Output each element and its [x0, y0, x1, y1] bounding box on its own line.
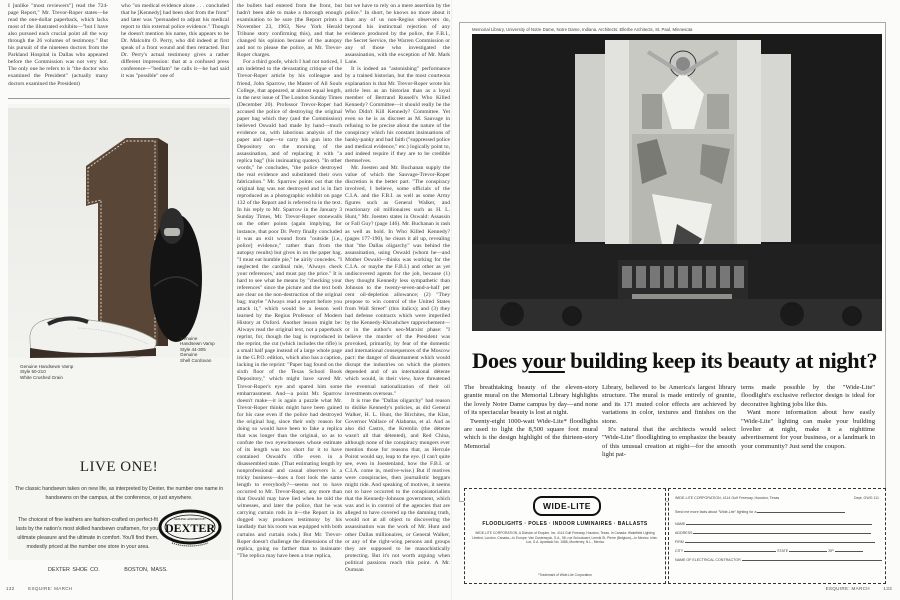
library-mural-image-icon [472, 34, 882, 331]
publication-name: ESQUIRE: MARCH [825, 586, 870, 591]
city-field[interactable] [684, 548, 776, 552]
article-paragraph: Mr. Joesten and Mr. Buchanan supply the value of which the Sauvage-Trevor-Roper discretion is the better part. "The conspiracy involved, I believe, some officials of the C.I.A. and the F.B.I. as well as some Army figures such as General Walker, and reactionary oil millionaires such as H. L. Hunt," Mr. Joesten states in Oswald: Assassin or Fall Guy? (page 146). Mr. Buchanan is rash as well as bold. In Who Killed Kennedy? (pages 177-190), he clears it all up, revealing that "the Dallas oligarchy" was behind the assassination, using Oswald (whom he—and Mother Oswald—thinks was working for the C.I.A. or maybe the F.B.I.) and other as yet undiscovered agents for the job, because (1) they thought Kennedy less sympathetic than Johnson to the twenty-seven-and-a-half per cent oil-depletion allowance; (2) "They propose to win control of the United States from Wall Street" (this italics); and (3) they had defense contracts which were imperiled by the Kennedy-Khrushchev rapprochement—or in the author's neo-Marxist phase: "I believe the murder of the President was provoked, primarily, by fear of the domestic and international consequences of the Moscow pact: the danger of disarmament which would disrupt the industries on which the plotters depended and of an international détente which would, in their view, have threatened the eventual nationalization of their oil investments overseas." [345, 165, 450, 397]
lighting-type-field[interactable] [757, 509, 845, 513]
contractor-field[interactable] [742, 557, 882, 561]
product-tagline: FLOODLIGHTS · POLES · INDOOR LUMINAIRES · BALLASTS [482, 521, 648, 527]
firm-label: FIRM [675, 540, 684, 544]
ad-paragraph: terns made possible by the "Wide-Lite" floodlight's exclusive reflector design is ideal for decorative lighting jobs like this. [741, 384, 875, 408]
caption-line: Style 50-210 [20, 369, 46, 375]
headline-text: building keep its beauty at night? [564, 348, 878, 373]
black-shoe-caption [180, 336, 215, 363]
article-column-4 [345, 3, 450, 593]
coupon-firm-row[interactable] [675, 539, 879, 544]
ad-headline [472, 348, 882, 374]
wide-lite-info-box [464, 488, 666, 584]
company-name: DEXTER SHOE CO. [48, 567, 100, 573]
zip-label: ZIP [828, 549, 834, 553]
coupon-contractor-row[interactable] [675, 557, 879, 562]
company-city: BOSTON, MASS. [124, 567, 168, 573]
page-number: 133 [883, 586, 892, 591]
right-page [452, 0, 900, 600]
article-paragraph: who "on medical evidence alone . . . concluded that he [Kennedy] had been shot from the front" and later was "persuaded to adjust his medical report to this external police evidence." Though he doesn't mention his name, this appears to be Dr. Malcolm O. Perry, who did indeed at first speak of a front wound and then retracted. But Dr. Perry's actual testimony gives a rather different impression: that at a confused press conference—"bedlam" he calls it—he had said it was "possible" one of [121, 3, 229, 80]
name-label: NAME [675, 522, 686, 526]
shoe-photo [8, 108, 230, 358]
coupon-address-row[interactable] [675, 530, 879, 535]
ad-paragraph: Twenty-eight 1000-watt Wide-Lite* floodlights are used to light the 8,500 square foot mural which is the design highlight of the thirteen-story Memorial [464, 417, 598, 450]
article-paragraph: It is indeed an "astonishing" performance by a trained historian, but the most courteous explanation is that Mr. Trevor-Roper wrote his article less as an historian than as a loyal member of Bertrand Russell's Who Killed Kennedy? Committee—it should really be the Who Didn't Kill Kennedy? Committee. Yet even so he is as discreet as M. Sauvage in refusing to be precise about the nature of the conspiracy which his constant insinuations of hanky-panky and bad faith ("suppressed police and medical evidence," etc.) logically point to, and indeed require if they are to be credible themselves. [345, 66, 450, 165]
caption-line: White Crushed Grain [20, 374, 63, 380]
ad-paragraph: The breathtaking beauty of the eleven-story granite mural on the Memorial Library highlights the lovely Notre Dame campus by day—and none of its spectacular beauty is lost at night. [464, 384, 598, 417]
ad-headline: LIVE ONE! [79, 459, 159, 475]
caption-line: Style 44-305 [180, 346, 206, 352]
ad-paragraph: It's natural that the architects would select "Wide-Lite" floodlighting to emphasize the beauty of this unusual creation at night—for the smooth light pat- [602, 426, 736, 459]
address-field[interactable] [693, 530, 871, 534]
coupon-request-row[interactable] [675, 509, 879, 514]
dexter-shoe-ad [8, 104, 230, 573]
coupon-dept: Dept. GWG 111 [853, 496, 879, 500]
name-field[interactable] [686, 521, 872, 525]
caption-line: Shell Cordovan [180, 357, 212, 363]
page-folio [6, 586, 72, 591]
trademark-note: *Trademark of Wide-Lite Corporation [538, 573, 592, 577]
article-paragraph: For a third goofe, which I had not noticed, I am indebted to the devastating critique of the Trevor-Roper article by his colleague and friend, John Sparrow, the Master of All Souls College, that appeared, at almost equal length, in the next issue of The London Sunday Times (December 20). Professor Trevor-Roper had accused the police of destroying the original paper bag which they (and the Commission) believed Oswald had made by hand—much evidence on, with laborious analysis of the paper and tape—to carry his gun into the Depository on the morning of the assassination, and of replacing it with "a replica bag" (his insinuating quotes). "In other words," he concludes, "the police destroyed the real evidence and substituted their own fabrication." Mr. Sparrow points out that the original bag was not destroyed and is in fact reproduced as a photographic exhibit on page 132 of the Report and is referred to in the text. In his reply to Mr. Sparrow in the January 3 Sunday Times, Mr. Trevor-Roper stonewalls on the other points (again implying, for instance, that poor Dr. Perry finally concluded it was an exit wound from "outside [i.e., police] evidence," rather than from the autopsy results) but gives in on the paper bag. "I must eat humble pie," he airily concedes. "I neglected the cardinal rule, 'Always check your references,' and must pay the price." It is hard to see what he means by "checking your references" since the picture and the text both are clear on the non-destruction of the original bag; maybe "Always read a report before you attack it," which would be a lesson well learned by the Regius Professor of Modern History at Oxford. Another lesson might be: Always read the original text, not a paperback reprint, for, though the bag is reproduced in the reprint, the cut (which includes the rifle) is a small half page instead of a large whole page in the G.P.O. edition, which also has a caption, lacking in the reprint: "Paper bag found on the sixth floor of the Texas School Book Depository," which might have saved Mr. Trevor-Roper's eye and spared him some embarrassment. And—a point Mr. Sparrow doesn't make—it is again a puzzle what Mr. Trevor-Roper thinks might have been gained for his case even if the police had destroyed the original bag, since their only reason for doing so would have been to fake a replica that was longer than the original, so as to confute the two eyewitnesses whose estimate of its length was too short for it to have contained Oswald's rifle even in a disassembled state. (That estimating length by nonprofessional and casual observers is a tricky business—does a foot look the same length to everybody?—seems not to have occurred to Mr. Trevor-Roper, any more than that Oswald may have lied when he told the witnesses, and later the police, that he was carrying curtain rods in it—the Report in its dogged way produces testimony by his landlady that his room was equipped with both curtains and curtain rods.) But Mr. Trevor-Roper doesn't challenge the dimensions of the replica, going no farther than to insinuate: "The replica may have been a true replica, [237, 59, 342, 559]
ad-footer [48, 567, 228, 573]
article-paragraph: but we have to rely on a mere assertion by the police." In short, he knows no more about it than any of us non-Regius observers do, beyond his instinctual rejection of any evidence produced by the police, the F.B.I., the Secret Service, the Warren Commission or any of those who investigated the assassination, with the exception of Mr. Mark Lane. [345, 3, 450, 66]
contractor-label: NAME OF ELECTRICAL CONTRACTOR [675, 558, 741, 562]
article-column-1 [8, 3, 108, 91]
state-field[interactable] [789, 548, 827, 552]
page-folio [826, 586, 892, 591]
caption-line: Genuine Handsewn Vamp [20, 364, 74, 369]
ad-paragraph: Library, believed to be America's largest library structure. The mural is made entirely of granite, and its 171 muted color effects are achieved by variations in color, textures and finishes on the stone. [602, 384, 736, 425]
coupon-header [675, 496, 879, 500]
headline-text: Does [472, 348, 522, 373]
firm-field[interactable] [685, 539, 875, 543]
city-label: CITY [675, 549, 684, 553]
headline-emphasis: your [521, 348, 565, 373]
publication-name: ESQUIRE: MARCH [28, 586, 73, 591]
coupon-request-label: Send me more facts about "Wide-Lite" lighting for a [675, 510, 757, 514]
coupon-company: WIDE-LITE CORPORATION, 4114 Gulf Freeway, Houston, Texas [675, 496, 780, 500]
ad-copy: The classic handsewn takes on new life, as interpreted by Dexter, the number one name in handsewns on the campus, at the conference, or just anywhere. [14, 486, 224, 501]
ad-copy: The choicest of fine leathers are fashion-crafted on perfect-fit lasts by the nation's most skilled handsewn craftsmen, for your ultimate pleasure and the ultimate in comfort. You'll find them, modestly priced at the number one store in your area. [16, 517, 160, 550]
library-night-photo [472, 34, 882, 331]
ad-body-column-3 [741, 384, 875, 451]
svg-text:GENUINE HANDSEWN BY: GENUINE HANDSEWN BY [174, 518, 206, 521]
zip-field[interactable] [835, 548, 863, 552]
svg-text:DEXTER: DEXTER [164, 521, 216, 535]
article-paragraph: It is true the "Dallas oligarchy" had reason to dislike Kennedy's policies, as did General Walker, H. L. Hunt, the Birchites, the Klan, Governor Wallace of Alabama, et al. And as also did Castro, the Kremlin (the détente wasn't all that détented), and Red China, although none of the conspiracy mongers ever mention those for reasons that, as Hercule Poirot would say, leap to the eye. (I can't quite see, even in Joestenland, how the F.B.I. or C.I.A. come in, motive-wise.) But if motives were conspiracies, then journalistic beggars might ride. And speaking of motives, it seems not to have occurred to the conspiratorialists that the Kennedy-Johnson government, which was and is in control of the agencies that are alleged to have covered up the damning truth, would not at all object to discovering the assassination was the work of Mr. Hunt and other Dallas millionaires, or General Walker, or any of the right-wing persons and groups they are supposed to be masochistically protecting. But it's not worth arguing when political passions reach this point. A Mr. Oumsan [345, 397, 450, 573]
caption-line: Genuine [180, 336, 198, 341]
caption-line: Handsewn Vamp [180, 341, 215, 347]
coupon-name-row[interactable] [675, 521, 879, 526]
dexter-oval-logo-icon [158, 509, 222, 549]
article-column-2 [121, 3, 229, 91]
page-number: 132 [6, 586, 15, 591]
leather-number-one-icon [8, 108, 230, 358]
ad-body-column-2 [602, 384, 736, 460]
photo-credit: Memorial Library, University of Notre Dame, Notre Dame, Indiana. Architects: Ellerbe Architects, St. Paul, Minnesota [472, 27, 693, 32]
caption-line: Genuine [180, 352, 198, 358]
mail-coupon[interactable] [668, 488, 886, 584]
company-addresses: WIDE-LITE CORPORATION, A Division of Esquire, Inc. 4114 Gulf Freeway, Houston, Texas. In Canada: Wakefield Lighting Limited, London, Canada—In Europe: Van Oosterwyck, S.A., 58, rue Schockaert, Lennik St. Pierre (Belgium)—In Mexico: Inter-Lux, S.A. Apartado No. 1588, Monterrey, N.L., Mexico [472, 531, 658, 545]
divider [8, 98, 230, 99]
ad-paragraph: Want more information about how easily "Wide-Lite" lighting can make your building lovelier at night, make it a nighttime advertisement for your business, or a landmark in your community? Just send the coupon. [741, 409, 875, 450]
article-paragraph: I [unlike "most reviewers"] read the 724-page Report," Mr. Trevor-Roper states—he read the one-dollar paperback, which lacks most of the illustrated exhibits—"but I have also pursued each crucial point all the way through the 26 volumes of testimony." But his pursuit of the nineteen doctors from the Parkland Hospital in Dallas who appeared before the Commission was not very hot. The only one he refers to is "the doctor who examined the President" (actually many doctors examined the President) [8, 3, 108, 87]
state-label: STATE [777, 549, 789, 553]
white-shoe-caption [20, 364, 73, 380]
wide-lite-logo: WIDE-LITE [533, 496, 601, 516]
ad-body-column-1 [464, 384, 598, 451]
column-divider [232, 0, 233, 600]
address-label: ADDRESS [675, 531, 693, 535]
article-column-3 [237, 3, 342, 593]
dexter-logo [158, 509, 222, 549]
coupon-city-row[interactable] [675, 548, 879, 553]
article-paragraph: the bullets had entered from the front, but hadn't been able to make a thorough enough examination to be sure (the Report prints a November 23, 1963, New York Herald Tribune story confirming this), and that he changed his opinion because of the autopsy and not to please the police, as Mr. Trevor-Roper charges. [237, 3, 342, 59]
